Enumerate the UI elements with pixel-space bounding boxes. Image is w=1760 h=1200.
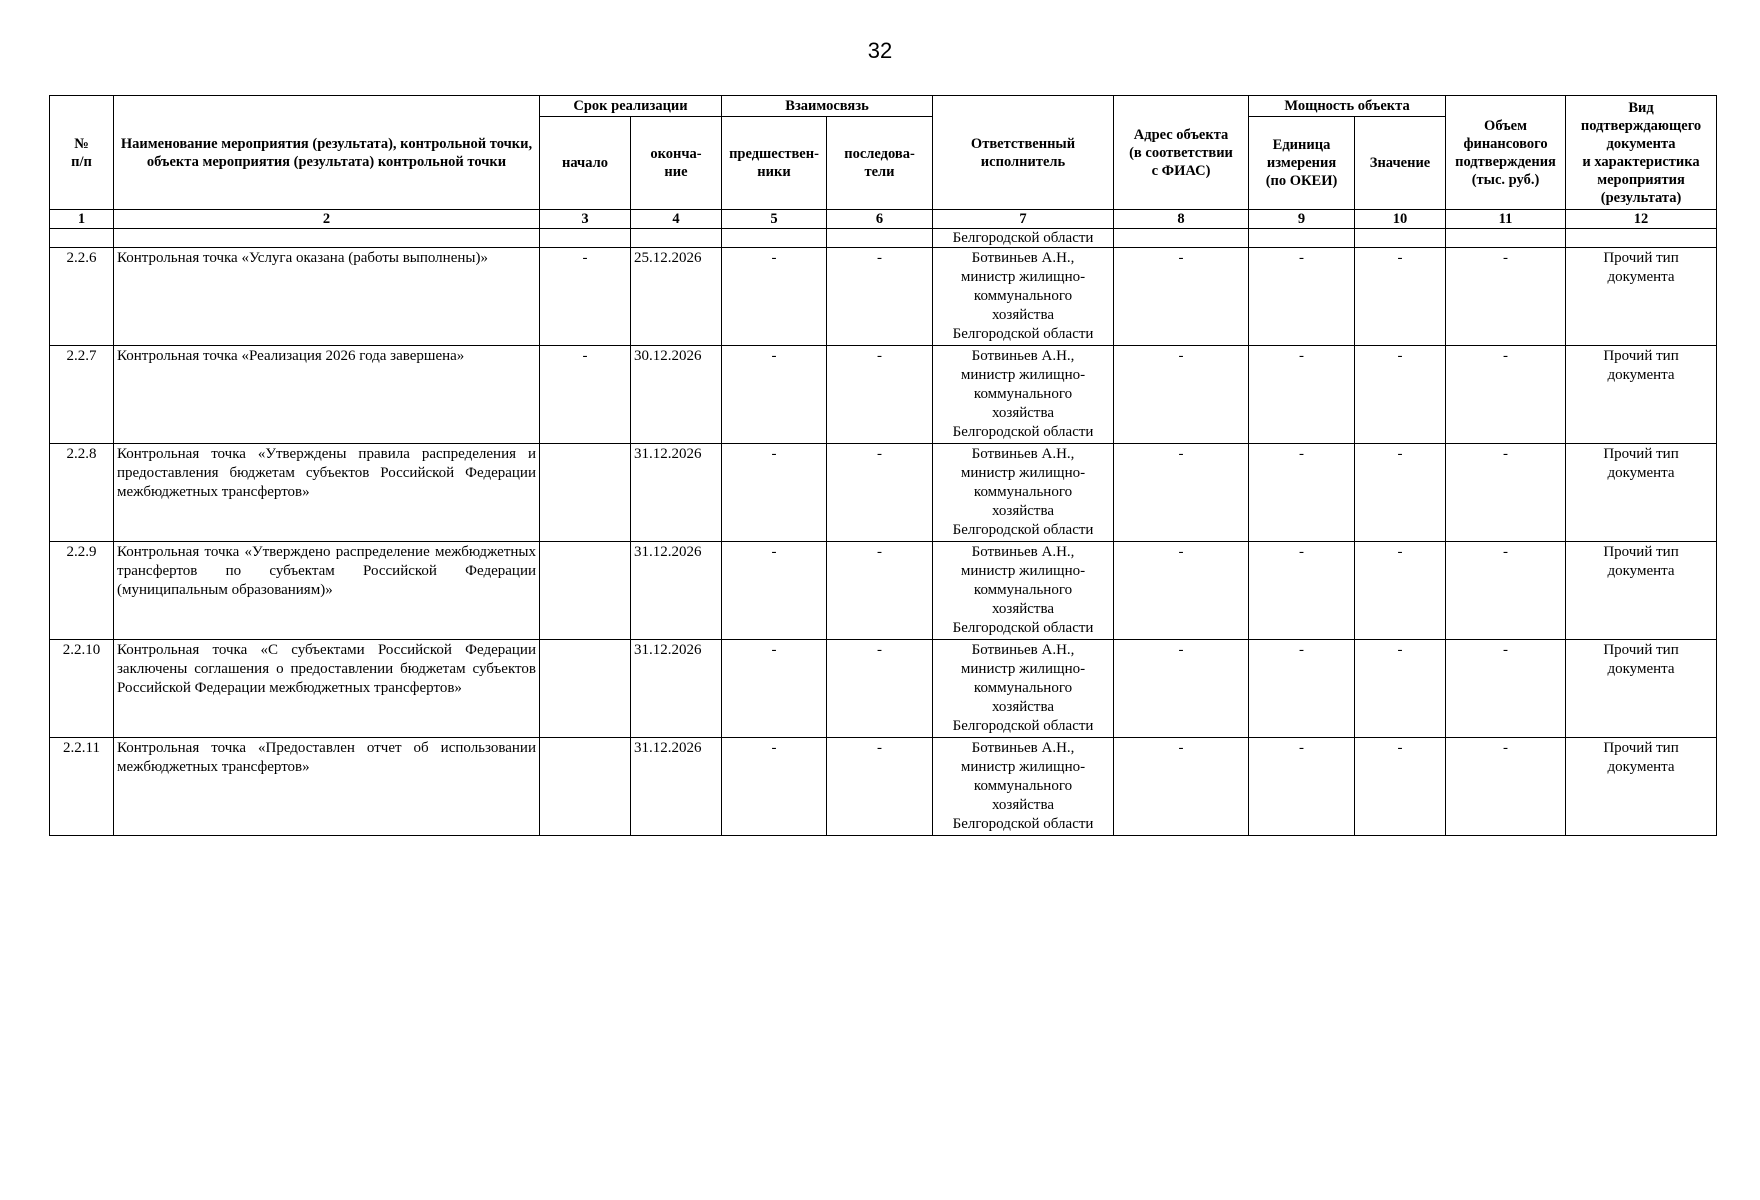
row-prev: - — [722, 542, 827, 640]
header-doc-type: Вид подтверждающего документа и характеристика мероприятия (результата) — [1566, 96, 1717, 210]
table-row — [50, 738, 1717, 836]
row-name: Контрольная точка «С субъектами Российской Федерации заключены соглашения о предоставлении бюджетам субъектов Российской Федерации межбюджетных трансфертов» — [114, 640, 540, 738]
header-link-next: последова- тели — [827, 117, 933, 210]
column-number: 5 — [722, 210, 827, 229]
row-doc-type: Прочий тип документа — [1566, 248, 1717, 346]
row-address: - — [1114, 542, 1249, 640]
row-doc-type: Прочий тип документа — [1566, 542, 1717, 640]
row-doc-type: Прочий тип документа — [1566, 444, 1717, 542]
row-name: Контрольная точка «Реализация 2026 года завершена» — [114, 346, 540, 444]
row-unit: - — [1249, 248, 1355, 346]
row-start — [540, 444, 631, 542]
row-start — [540, 542, 631, 640]
row-finance: - — [1446, 444, 1566, 542]
row-address: - — [1114, 346, 1249, 444]
table-row — [50, 248, 1717, 346]
row-address: - — [1114, 738, 1249, 836]
table-body — [50, 229, 1717, 836]
row-doc-type: Прочий тип документа — [1566, 346, 1717, 444]
row-num: 2.2.11 — [50, 738, 114, 836]
row-next: - — [827, 640, 933, 738]
row-start: - — [540, 248, 631, 346]
row-end: 31.12.2026 — [631, 738, 722, 836]
row-num: 2.2.9 — [50, 542, 114, 640]
table-row — [50, 542, 1717, 640]
row-finance: - — [1446, 640, 1566, 738]
row-name: Контрольная точка «Предоставлен отчет об использовании межбюджетных трансфертов» — [114, 738, 540, 836]
column-number: 11 — [1446, 210, 1566, 229]
row-num: 2.2.7 — [50, 346, 114, 444]
row-executor: Ботвиньев А.Н., министр жилищно- коммунального хозяйства Белгородской области — [933, 248, 1114, 346]
header-executor: Ответственный исполнитель — [933, 96, 1114, 210]
column-number: 1 — [50, 210, 114, 229]
row-prev: - — [722, 444, 827, 542]
row-prev: - — [722, 346, 827, 444]
row-prev: - — [722, 248, 827, 346]
row-unit: - — [1249, 542, 1355, 640]
row-doc-type: Прочий тип документа — [1566, 640, 1717, 738]
header-term-end: оконча- ние — [631, 117, 722, 210]
row-next: - — [827, 346, 933, 444]
row-end: 31.12.2026 — [631, 444, 722, 542]
column-number: 3 — [540, 210, 631, 229]
column-number: 9 — [1249, 210, 1355, 229]
row-executor: Ботвиньев А.Н., министр жилищно- коммунального хозяйства Белгородской области — [933, 346, 1114, 444]
header-value: Значение — [1355, 117, 1446, 210]
row-value: - — [1355, 444, 1446, 542]
header-term-start: начало — [540, 117, 631, 210]
row-address: - — [1114, 640, 1249, 738]
row-address: - — [1114, 444, 1249, 542]
row-value: - — [1355, 640, 1446, 738]
header-finance: Объем финансового подтверждения (тыс. руб.) — [1446, 96, 1566, 210]
column-number-row — [50, 210, 1717, 229]
row-executor: Ботвиньев А.Н., министр жилищно- коммунального хозяйства Белгородской области — [933, 444, 1114, 542]
row-address: - — [1114, 248, 1249, 346]
column-number: 10 — [1355, 210, 1446, 229]
row-next: - — [827, 738, 933, 836]
row-finance: - — [1446, 738, 1566, 836]
row-finance: - — [1446, 542, 1566, 640]
continuation-executor: Белгородской области — [933, 229, 1114, 248]
row-num: 2.2.6 — [50, 248, 114, 346]
header-term-group: Срок реализации — [540, 96, 722, 117]
row-value: - — [1355, 738, 1446, 836]
row-next: - — [827, 444, 933, 542]
row-num: 2.2.8 — [50, 444, 114, 542]
row-doc-type: Прочий тип документа — [1566, 738, 1717, 836]
row-executor: Ботвиньев А.Н., министр жилищно- коммунального хозяйства Белгородской области — [933, 738, 1114, 836]
header-address: Адрес объекта (в соответствии с ФИАС) — [1114, 96, 1249, 210]
row-finance: - — [1446, 346, 1566, 444]
column-number: 7 — [933, 210, 1114, 229]
table-row — [50, 640, 1717, 738]
row-end: 31.12.2026 — [631, 542, 722, 640]
row-name: Контрольная точка «Утверждено распределение межбюджетных трансфертов по субъектам Российской Федерации (муниципальным образованиям)» — [114, 542, 540, 640]
control-points-table — [49, 95, 1717, 836]
column-number: 8 — [1114, 210, 1249, 229]
row-prev: - — [722, 738, 827, 836]
row-unit: - — [1249, 640, 1355, 738]
table-row — [50, 346, 1717, 444]
row-start: - — [540, 346, 631, 444]
row-finance: - — [1446, 248, 1566, 346]
row-prev: - — [722, 640, 827, 738]
row-unit: - — [1249, 444, 1355, 542]
column-number: 12 — [1566, 210, 1717, 229]
table-row — [50, 444, 1717, 542]
header-capacity-group: Мощность объекта — [1249, 96, 1446, 117]
column-number: 6 — [827, 210, 933, 229]
row-end: 30.12.2026 — [631, 346, 722, 444]
row-executor: Ботвиньев А.Н., министр жилищно- коммунального хозяйства Белгородской области — [933, 640, 1114, 738]
row-start — [540, 738, 631, 836]
header-unit: Единица измерения (по ОКЕИ) — [1249, 117, 1355, 210]
row-next: - — [827, 542, 933, 640]
row-unit: - — [1249, 738, 1355, 836]
row-num: 2.2.10 — [50, 640, 114, 738]
row-start — [540, 640, 631, 738]
row-unit: - — [1249, 346, 1355, 444]
page-number: 32 — [867, 38, 893, 63]
row-name: Контрольная точка «Утверждены правила распределения и предоставления бюджетам субъектов Российской Федерации межбюджетных трансфертов» — [114, 444, 540, 542]
row-value: - — [1355, 346, 1446, 444]
header-name: Наименование мероприятия (результата), контрольной точки, объекта мероприятия (результата) контрольной точки — [114, 96, 540, 210]
row-end: 25.12.2026 — [631, 248, 722, 346]
row-executor: Ботвиньев А.Н., министр жилищно- коммунального хозяйства Белгородской области — [933, 542, 1114, 640]
continuation-row — [50, 229, 1717, 248]
header-link-prev: предшествен- ники — [722, 117, 827, 210]
table-header — [50, 96, 1717, 229]
row-value: - — [1355, 542, 1446, 640]
header-num: № п/п — [50, 96, 114, 210]
column-number: 2 — [114, 210, 540, 229]
row-name: Контрольная точка «Услуга оказана (работы выполнены)» — [114, 248, 540, 346]
row-value: - — [1355, 248, 1446, 346]
column-number: 4 — [631, 210, 722, 229]
header-link-group: Взаимосвязь — [722, 96, 933, 117]
row-end: 31.12.2026 — [631, 640, 722, 738]
row-next: - — [827, 248, 933, 346]
